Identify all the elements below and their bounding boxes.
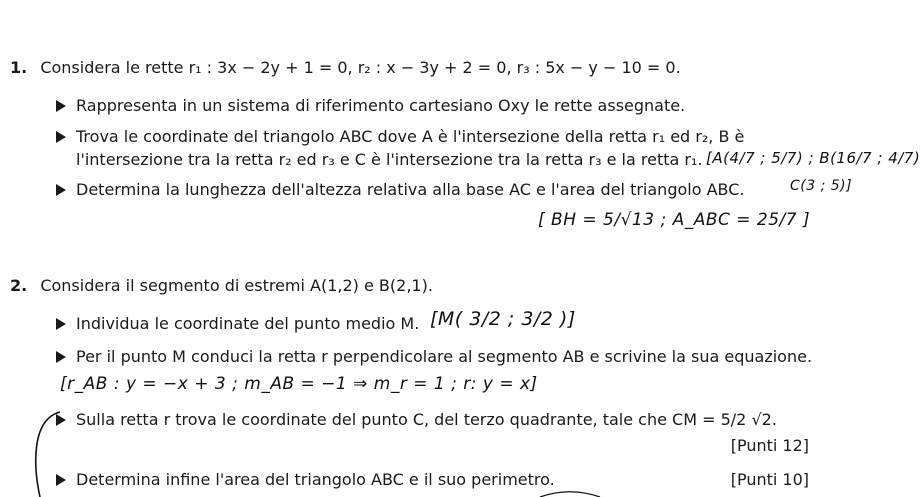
- exercise-1-bullet-1: Rappresenta in un sistema di riferimento cartesiano Oxy le rette assegnate.: [76, 96, 686, 115]
- exercise-2-bullet-4: Determina infine l'area del triangolo ABC e il suo perimetro.: [76, 470, 555, 489]
- handwritten-line-answer: [r_AB : y = −x + 3 ; m_AB = −1 ⇒ m_r = 1 ; r: y = x]: [60, 374, 538, 394]
- exercise-2-number: 2.: [10, 276, 28, 295]
- exercise-1-number: 1.: [10, 58, 28, 77]
- handwritten-coordinates-ab: [A(4/7 ; 5/7) ; B(16/7 ; 4/7): [706, 149, 920, 167]
- exercise-2-bullet-3: Sulla retta r trova le coordinate del punto C, del terzo quadrante, tale che CM = 5/2 √2.: [76, 410, 777, 429]
- exercise-1-bullet-2a: Trova le coordinate del triangolo ABC dove A è l'intersezione della retta r₁ ed r₂, B è: [76, 127, 745, 146]
- exercise-1-bullet-3: Determina la lunghezza dell'altezza relativa alla base AC e l'area del triangolo ABC.: [76, 180, 745, 199]
- exercise-2-bullet-1: Individua le coordinate del punto medio M.: [76, 314, 420, 333]
- points-label-2: [Punti 10]: [730, 470, 809, 489]
- handwritten-coordinates-c: C(3 ; 5)]: [790, 178, 853, 194]
- handwritten-height-area-answer: [ BH = 5/√13 ; A_ABC = 25/7 ]: [538, 210, 811, 230]
- points-label-1: [Punti 12]: [730, 436, 809, 455]
- exercise-2-statement: Considera il segmento di estremi A(1,2) e B(2,1).: [40, 276, 433, 295]
- exercise-1-bullet-2b: l'intersezione tra la retta r₂ ed r₃ e C è l'intersezione tra la retta r₃ e la retta r₁.: [76, 150, 703, 169]
- exercise-1-statement: Considera le rette r₁ : 3x − 2y + 1 = 0, r₂ : x − 3y + 2 = 0, r₃ : 5x − y − 10 = 0.: [40, 58, 681, 77]
- exercise-2-bullet-2: Per il punto M conduci la retta r perpendicolare al segmento AB e scrivine la sua equazione.: [76, 347, 813, 366]
- handwritten-midpoint-answer: [M( 3/2 ; 3/2 )]: [430, 308, 576, 330]
